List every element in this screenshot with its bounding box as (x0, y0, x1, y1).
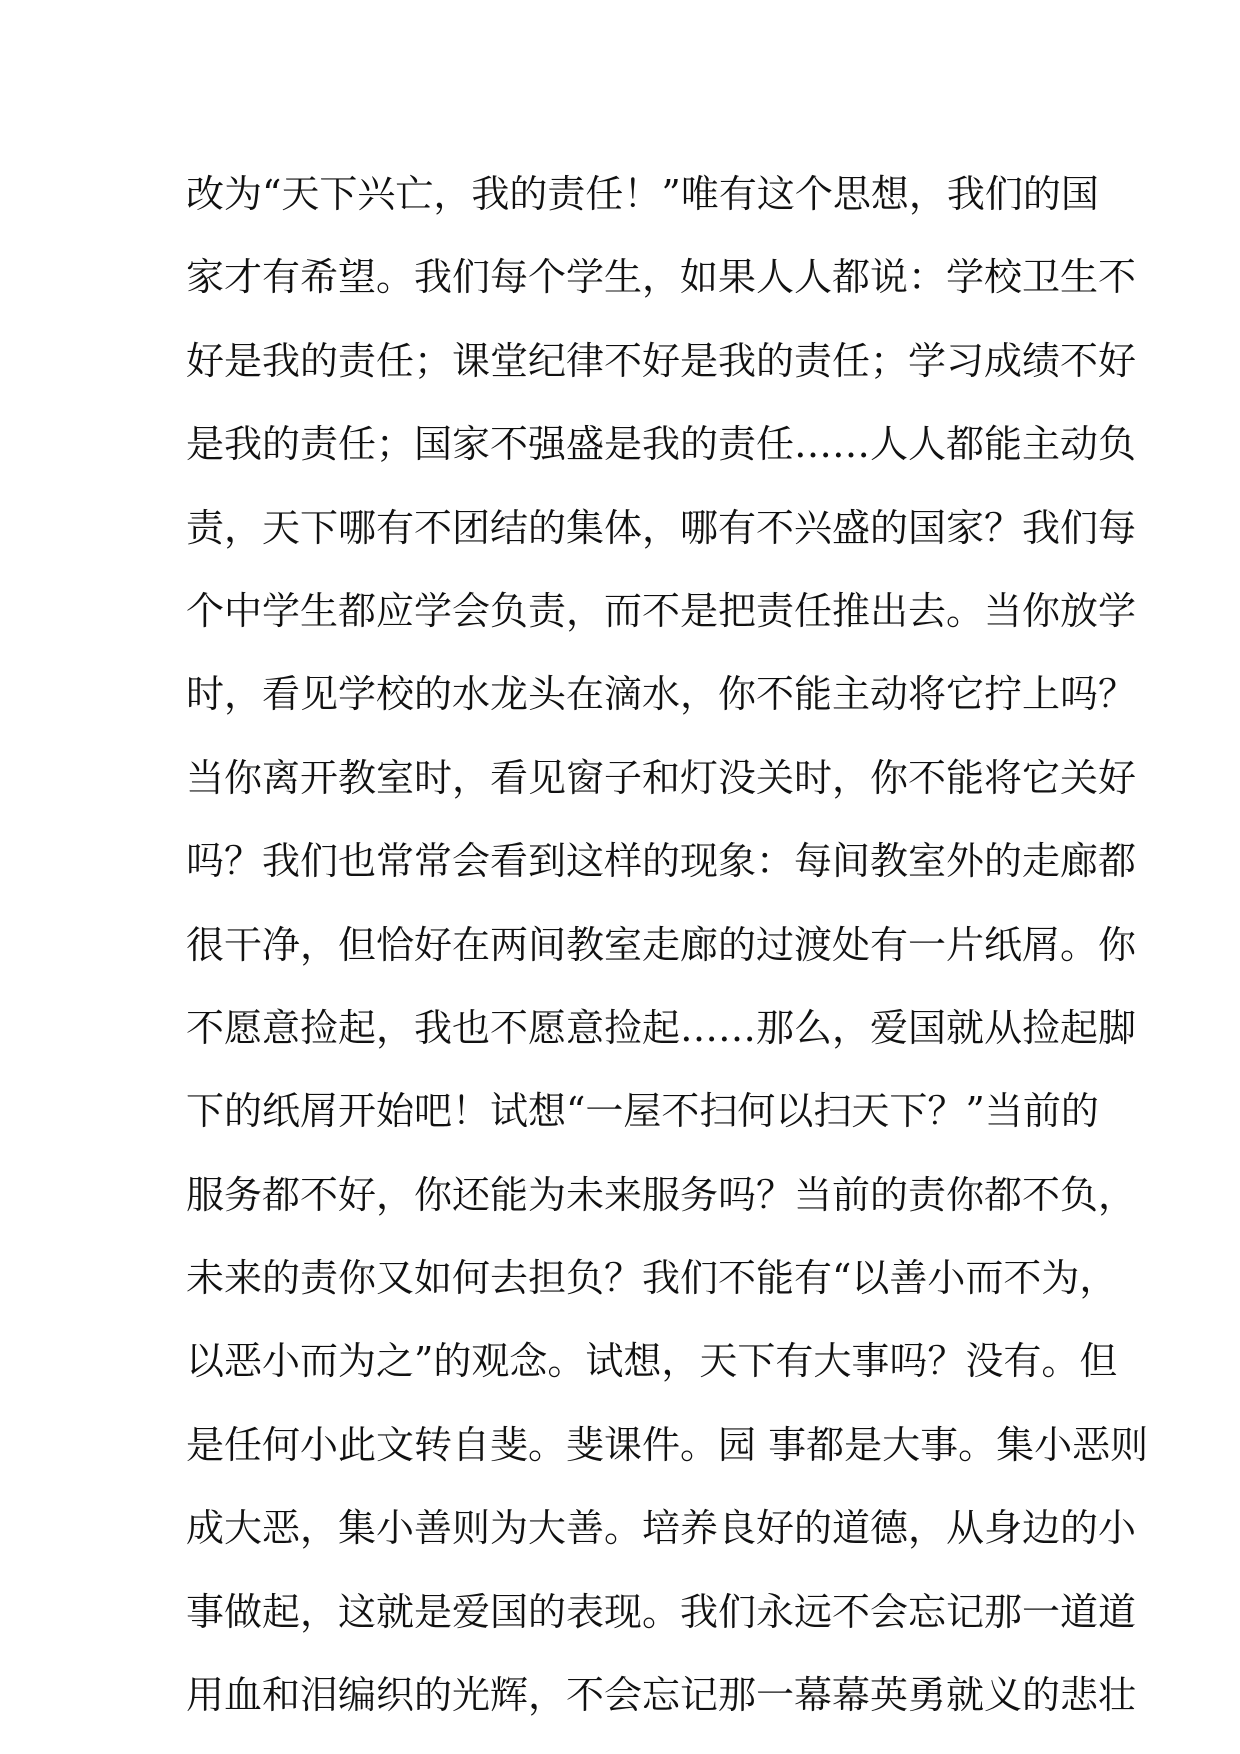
text-line: 好是我的责任；课堂纪律不好是我的责任；学习成绩不好 (186, 338, 1137, 383)
text-line: 是任何小此文转自斐。斐课件。园 事都是大事。集小恶则 (186, 1422, 1149, 1467)
body-text (186, 164, 1149, 1748)
text-line: 事做起，这就是爱国的表现。我们永远不会忘记那一道道 (186, 1589, 1137, 1634)
text-line: 未来的责你又如何去担负？我们不能有“以善小而不为， (186, 1256, 1118, 1301)
text-line: 很干净，但恰好在两间教室走廊的过渡处有一片纸屑。你 (186, 922, 1137, 967)
text-line: 个中学生都应学会负责，而不是把责任推出去。当你放学 (186, 588, 1137, 633)
text-line: 不愿意捡起，我也不愿意捡起……那么，爱国就从捡起脚 (186, 1005, 1137, 1050)
text-line: 吗？我们也常常会看到这样的现象：每间教室外的走廊都 (186, 839, 1137, 884)
text-line: 责，天下哪有不团结的集体，哪有不兴盛的国家？我们每 (186, 505, 1137, 550)
text-line: 以恶小而为之”的观念。试想，天下有大事吗？没有。但 (186, 1339, 1118, 1384)
text-line: 时，看见学校的水龙头在滴水，你不能主动将它拧上吗？ (186, 672, 1137, 717)
text-line: 用血和泪编织的光辉，不会忘记那一幕幕英勇就义的悲壮 (186, 1673, 1137, 1718)
text-line: 下的纸屑开始吧！试想“一屋不扫何以扫天下？”当前的 (186, 1089, 1099, 1134)
text-line: 成大恶，集小善则为大善。培养良好的道德，从身边的小 (186, 1506, 1137, 1551)
text-line: 是我的责任；国家不强盛是我的责任……人人都能主动负 (186, 422, 1137, 467)
text-line: 改为“天下兴亡，我的责任！”唯有这个思想，我们的国 (186, 172, 1099, 216)
text-line: 当你离开教室时，看见窗子和灯没关时，你不能将它关好 (186, 755, 1137, 800)
text-line: 服务都不好，你还能为未来服务吗？当前的责你都不负， (186, 1172, 1137, 1217)
text-line: 家才有希望。我们每个学生，如果人人都说：学校卫生不 (186, 255, 1137, 300)
